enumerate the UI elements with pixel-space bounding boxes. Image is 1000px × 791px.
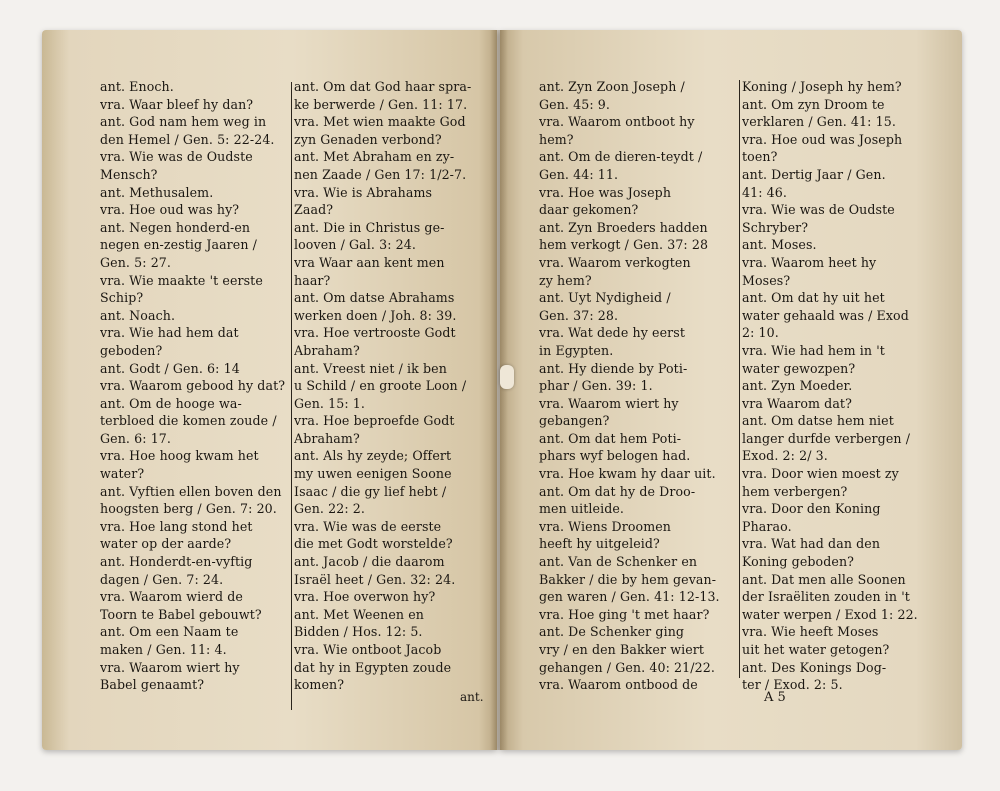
text-line: ant. Met Abraham en zy- bbox=[294, 149, 455, 165]
text-line: nen Zaade / Gen 17: 1/2-7. bbox=[294, 166, 467, 182]
text-line: ant. Als hy zeyde; Offert bbox=[294, 448, 452, 464]
text-line: Israël heet / Gen. 32: 24. bbox=[294, 571, 456, 587]
text-line: vra. Wie was de Oudste bbox=[100, 149, 253, 165]
text-line: water gehaald was / Exod bbox=[742, 307, 909, 323]
text-line: vra. Waarom wierd de bbox=[100, 589, 243, 605]
text-line: vra Waar aan kent men bbox=[294, 254, 445, 270]
text-line: hem verbergen? bbox=[742, 483, 848, 499]
text-line: vra. Door wien moest zy bbox=[742, 466, 899, 482]
text-line: vra. Waarom ontboot hy bbox=[539, 114, 695, 130]
text-line: heeft hy uitgeleid? bbox=[539, 536, 660, 552]
text-line: vra. Hoe kwam hy daar uit. bbox=[539, 466, 716, 482]
text-line: der Israëliten zouden in 't bbox=[742, 589, 910, 605]
text-line: vra. Waarom wiert hy bbox=[100, 659, 240, 675]
text-line: haar? bbox=[294, 272, 331, 288]
text-line: ant. Om de hooge wa- bbox=[100, 395, 242, 411]
text-line: ant. Honderdt-en-vyftig bbox=[100, 554, 253, 570]
text-line: uit het water getogen? bbox=[742, 642, 890, 657]
text-line: water werpen / Exod 1: 22. bbox=[742, 606, 918, 622]
text-line: hoogsten berg / Gen. 7: 20. bbox=[100, 501, 277, 517]
text-line: ant. Godt / Gen. 6: 14 bbox=[100, 360, 240, 376]
text-line: gebangen? bbox=[539, 413, 610, 429]
text-line: ter / Exod. 2: 5. bbox=[742, 677, 843, 693]
text-line: negen en-zestig Jaaren / bbox=[100, 237, 258, 253]
text-line: water op der aarde? bbox=[100, 536, 232, 552]
text-line: Gen. 6: 17. bbox=[100, 430, 172, 446]
text-line: vra. Wie was de Oudste bbox=[742, 202, 895, 218]
text-line: zy hem? bbox=[539, 272, 592, 288]
text-line: ant. De Schenker ging bbox=[539, 624, 685, 640]
text-line: Gen. 15: 1. bbox=[294, 395, 366, 411]
text-line: ant. Om dat hem Poti- bbox=[539, 430, 682, 446]
text-line: vra. Waarom ontbood de bbox=[539, 677, 698, 693]
text-line: vra. Met wien maakte God bbox=[294, 114, 466, 130]
text-line: dagen / Gen. 7: 24. bbox=[100, 571, 224, 587]
text-line: vra. Wat had dan den bbox=[742, 536, 881, 552]
text-line: gen waren / Gen. 41: 12-13. bbox=[539, 589, 720, 605]
text-line: Gen. 45: 9. bbox=[539, 96, 611, 112]
text-line: ant. Noach. bbox=[100, 307, 176, 323]
text-line: ant. Om datse Abrahams bbox=[294, 290, 455, 306]
text-line: my uwen eenigen Soone bbox=[294, 466, 452, 482]
text-line: Koning geboden? bbox=[742, 554, 855, 570]
text-line: toen? bbox=[742, 149, 778, 165]
text-line: Bakker / die by hem gevan- bbox=[539, 571, 717, 587]
open-book bbox=[42, 30, 962, 770]
text-line: vra. Wie maakte 't eerste bbox=[100, 272, 263, 288]
text-line: ant. Enoch. bbox=[100, 79, 174, 94]
text-line: ant. Om een Naam te bbox=[100, 624, 239, 640]
text-line: ant. Vyftien ellen boven den bbox=[100, 483, 282, 499]
text-line: ant. Om dat hy de Droo- bbox=[539, 483, 696, 499]
text-line: ant. Methusalem. bbox=[100, 184, 214, 200]
text-line: vra. Waarom heet hy bbox=[742, 254, 877, 270]
text-line: Babel genaamt? bbox=[100, 677, 205, 693]
text-line: vry / en den Bakker wiert bbox=[539, 642, 705, 657]
text-line: verklaren / Gen. 41: 15. bbox=[742, 114, 896, 130]
text-line: Gen. 37: 28. bbox=[539, 307, 619, 323]
text-line: ant. Moses. bbox=[742, 237, 817, 253]
text-line: zyn Genaden verbond? bbox=[294, 131, 442, 147]
text-line: ant. Om dat hy uit het bbox=[742, 290, 885, 306]
text-line: ant. Zyn Broeders hadden bbox=[539, 219, 708, 235]
text-line: vra. Hoe oud was hy? bbox=[100, 202, 240, 218]
text-line: vra. Waarom verkogten bbox=[539, 254, 691, 270]
text-line: vra. Hoe lang stond het bbox=[100, 518, 253, 534]
text-line: vra. Hoe beproefde Godt bbox=[294, 413, 455, 429]
signature-mark: A 5 bbox=[764, 690, 786, 705]
text-line: water gewozpen? bbox=[742, 360, 856, 376]
right-page-column-2 bbox=[742, 78, 942, 694]
left-page-column-1 bbox=[100, 78, 290, 694]
text-line: Exod. 2: 2/ 3. bbox=[742, 448, 828, 464]
text-line: Schip? bbox=[100, 290, 144, 306]
text-line: ant. Des Konings Dog- bbox=[742, 659, 887, 675]
binding-stitch bbox=[500, 365, 514, 389]
text-line: Gen. 5: 27. bbox=[100, 254, 172, 270]
text-line: Isaac / die gy lief hebt / bbox=[294, 483, 447, 499]
text-line: vra. Hoe was Joseph bbox=[539, 184, 672, 200]
text-line: Bidden / Hos. 12: 5. bbox=[294, 624, 423, 640]
text-line: in Egypten. bbox=[539, 342, 614, 358]
text-line: 2: 10. bbox=[742, 325, 779, 341]
text-line: vra. Hoe hoog kwam het bbox=[100, 448, 259, 464]
text-line: gehangen / Gen. 40: 21/22. bbox=[539, 659, 715, 675]
left-page-column-2 bbox=[294, 78, 482, 694]
text-line: Gen. 44: 11. bbox=[539, 166, 619, 182]
text-line: ant. Vreest niet / ik ben bbox=[294, 360, 447, 376]
text-line: vra. Hoe oud was Joseph bbox=[742, 131, 903, 147]
text-line: geboden? bbox=[100, 342, 163, 358]
column-rule-right bbox=[739, 80, 740, 678]
text-line: Mensch? bbox=[100, 166, 158, 182]
text-line: vra. Wiens Droomen bbox=[539, 518, 672, 534]
text-line: ant. Zyn Moeder. bbox=[742, 378, 853, 394]
right-page-column-1 bbox=[539, 78, 739, 694]
text-line: ant. Dat men alle Soonen bbox=[742, 571, 906, 587]
text-line: Abraham? bbox=[294, 342, 360, 358]
text-line: vra. Wie had hem in 't bbox=[742, 342, 885, 358]
text-line: den Hemel / Gen. 5: 22-24. bbox=[100, 131, 275, 147]
text-line: Moses? bbox=[742, 272, 791, 288]
text-line: men uitleide. bbox=[539, 501, 625, 517]
catchword: ant. bbox=[460, 690, 484, 704]
text-line: vra. Door den Koning bbox=[742, 501, 881, 517]
text-line: vra Waarom dat? bbox=[742, 395, 852, 411]
text-line: u Schild / en groote Loon / bbox=[294, 378, 467, 394]
text-line: vra. Hoe vertrooste Godt bbox=[294, 325, 456, 341]
text-line: Pharao. bbox=[742, 518, 792, 534]
text-line: ant. God nam hem weg in bbox=[100, 114, 267, 130]
text-line: vra. Wie heeft Moses bbox=[742, 624, 879, 640]
text-line: vra. Wie was de eerste bbox=[294, 518, 442, 534]
text-line: ant. Uyt Nydigheid / bbox=[539, 290, 671, 306]
text-line: ant. Van de Schenker en bbox=[539, 554, 698, 570]
text-line: phars wyf belogen had. bbox=[539, 448, 691, 464]
text-line: vra. Wie had hem dat bbox=[100, 325, 239, 341]
text-line: ant. Om datse hem niet bbox=[742, 413, 894, 429]
text-line: phar / Gen. 39: 1. bbox=[539, 378, 653, 394]
text-line: Zaad? bbox=[294, 202, 334, 218]
text-line: water? bbox=[100, 466, 145, 482]
text-line: vra. Hoe overwon hy? bbox=[294, 589, 436, 605]
text-line: vra. Wie is Abrahams bbox=[294, 184, 433, 200]
column-rule-left bbox=[291, 82, 292, 710]
text-line: 41: 46. bbox=[742, 184, 787, 200]
text-line: ant. Om zyn Droom te bbox=[742, 96, 885, 112]
text-line: ke berwerde / Gen. 11: 17. bbox=[294, 96, 468, 112]
text-line: vra. Hoe ging 't met haar? bbox=[539, 606, 710, 622]
book-gutter bbox=[490, 30, 508, 750]
text-line: ant. Hy diende by Poti- bbox=[539, 360, 688, 376]
text-line: vra. Waar bleef hy dan? bbox=[100, 96, 254, 112]
text-line: ant. Dertig Jaar / Gen. bbox=[742, 166, 886, 182]
text-line: komen? bbox=[294, 677, 345, 693]
text-line: Abraham? bbox=[294, 430, 360, 446]
text-line: Gen. 22: 2. bbox=[294, 501, 366, 517]
text-line: werken doen / Joh. 8: 39. bbox=[294, 307, 457, 323]
text-line: maken / Gen. 11: 4. bbox=[100, 642, 227, 657]
text-line: ant. Negen honderd-en bbox=[100, 219, 251, 235]
text-line: vra. Wat dede hy eerst bbox=[539, 325, 685, 341]
text-line: Schryber? bbox=[742, 219, 809, 235]
text-line: langer durfde verbergen / bbox=[742, 430, 911, 446]
text-line: hem verkogt / Gen. 37: 28 bbox=[539, 237, 709, 253]
text-line: vra. Waarom wiert hy bbox=[539, 395, 679, 411]
text-line: Koning / Joseph hy hem? bbox=[742, 79, 902, 94]
text-line: ant. Zyn Zoon Joseph / bbox=[539, 79, 685, 94]
text-line: ant. Met Weenen en bbox=[294, 606, 424, 622]
text-line: die met Godt worstelde? bbox=[294, 536, 453, 552]
text-line: vra. Waarom gebood hy dat? bbox=[100, 378, 286, 394]
text-line: daar gekomen? bbox=[539, 202, 639, 218]
text-line: vra. Wie ontboot Jacob bbox=[294, 642, 442, 657]
text-line: terbloed die komen zoude / bbox=[100, 413, 277, 429]
text-line: ant. Om de dieren-teydt / bbox=[539, 149, 703, 165]
text-line: Toorn te Babel gebouwt? bbox=[100, 606, 262, 622]
text-line: ant. Om dat God haar spra- bbox=[294, 79, 472, 94]
text-line: ant. Jacob / die daarom bbox=[294, 554, 445, 570]
text-line: ant. Die in Christus ge- bbox=[294, 219, 445, 235]
text-line: looven / Gal. 3: 24. bbox=[294, 237, 417, 253]
text-line: dat hy in Egypten zoude bbox=[294, 659, 452, 675]
text-line: hem? bbox=[539, 131, 574, 147]
